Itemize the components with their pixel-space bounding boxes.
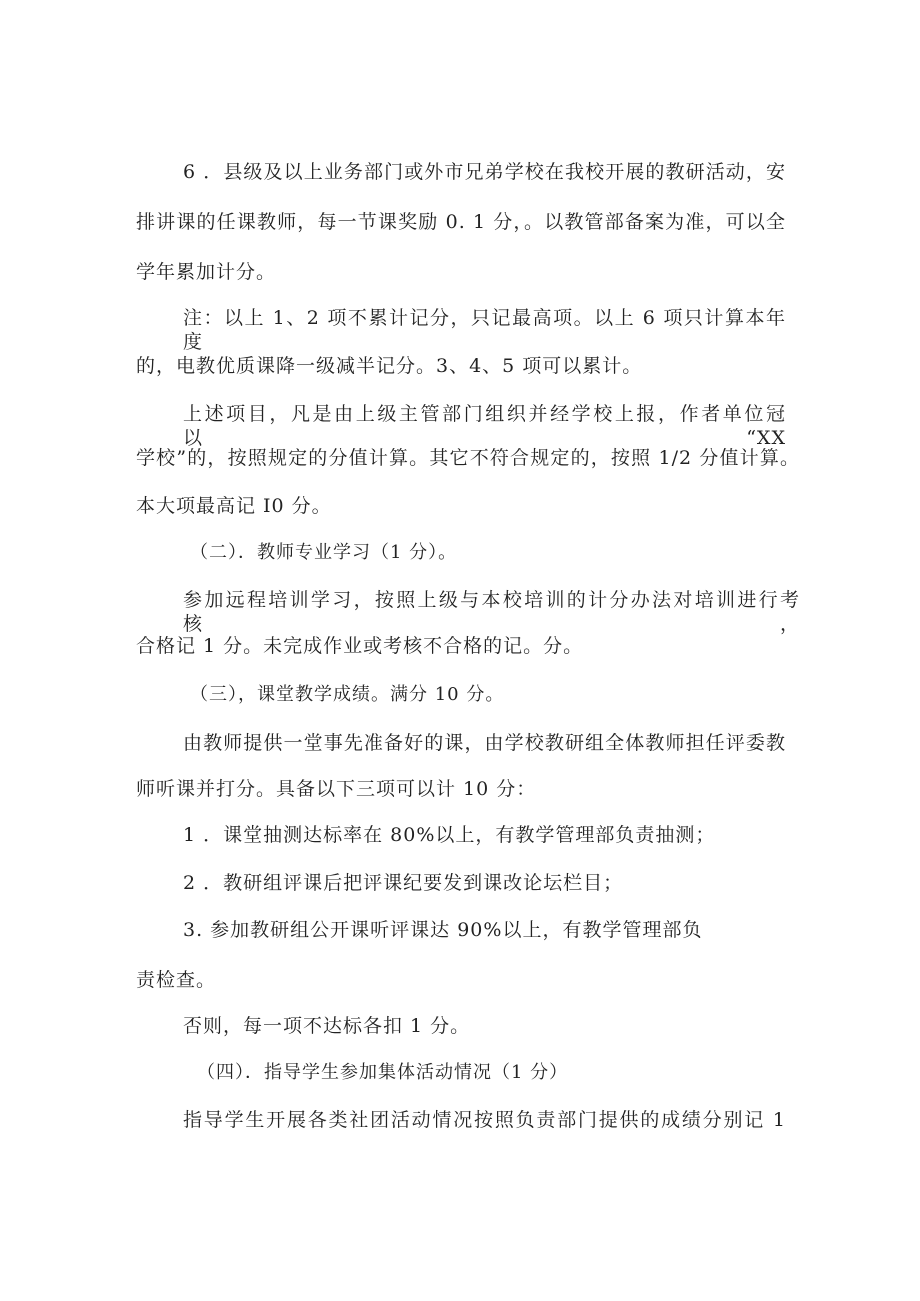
section-2-line-2: 合格记 1 分。未完成作业或考核不合格的记。分。 bbox=[136, 635, 584, 657]
section-heading-3: （三），课堂教学成绩。满分 10 分。 bbox=[190, 684, 505, 705]
list-item-3: 3. 参加教研组公开课听评课达 90%以上，有教学管理部负 bbox=[183, 919, 703, 941]
note-line-1: 注：以上 1、2 项不累计记分，只记最高项。以上 6 项只计算本年度 bbox=[183, 307, 786, 353]
section-4-line-1: 指导学生开展各类社团活动情况按照负责部门提供的成绩分别记 1 bbox=[183, 1109, 786, 1131]
list-item-2: 2 ．教研组评课后把评课纪要发到课改论坛栏目； bbox=[183, 872, 624, 894]
paragraph-6-line-3: 学年累加计分。 bbox=[136, 261, 277, 283]
section-heading-2: （二）．教师专业学习（1 分）。 bbox=[190, 542, 458, 563]
items-paragraph-line-3: 本大项最高记 I0 分。 bbox=[136, 495, 332, 517]
items-paragraph-line-1: 上述项目，凡是由上级主管部门组织并经学校上报，作者单位冠以“XX bbox=[183, 403, 786, 449]
paragraph-6-line-1: 6 ．县级及以上业务部门或外市兄弟学校在我校开展的教研活动，安 bbox=[183, 161, 786, 183]
paragraph-6-line-2: 排讲课的任课教师，每一节课奖励 0. 1 分，。以教管部备案为准，可以全 bbox=[136, 211, 786, 233]
section-2-line-1: 参加远程培训学习，按照上级与本校培训的计分办法对培训进行考核， bbox=[183, 589, 800, 635]
section-heading-4: （四）．指导学生参加集体活动情况（1 分） bbox=[197, 1062, 569, 1083]
section-3-line-1: 由教师提供一堂事先准备好的课，由学校教研组全体教师担任评委教 bbox=[183, 732, 786, 754]
note-line-2: 的，电教优质课降一级减半记分。3、4、5 项可以累计。 bbox=[136, 355, 643, 377]
list-item-1: 1 ．课堂抽测达标率在 80%以上，有教学管理部负责抽测； bbox=[183, 824, 716, 846]
items-paragraph-line-2: 学校”的，按照规定的分值计算。其它不符合规定的，按照 1/2 分值计算。 bbox=[136, 447, 800, 469]
list-item-3-continued: 责检查。 bbox=[136, 969, 217, 991]
penalty-line: 否则，每一项不达标各扣 1 分。 bbox=[183, 1015, 471, 1037]
section-3-line-2: 师听课并打分。具备以下三项可以计 10 分： bbox=[136, 778, 537, 800]
